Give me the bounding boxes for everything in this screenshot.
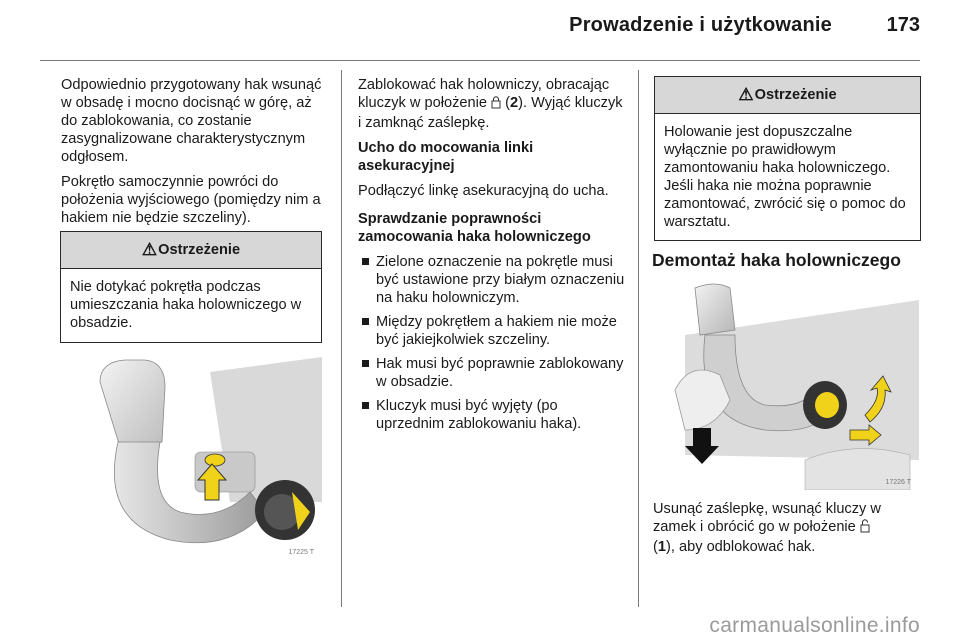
watermark: carmanualsonline.info [709,614,920,637]
section-title-removal: Demontaż haka holowniczego [652,250,901,270]
bullet-square-icon [362,258,369,265]
warning-triangle-icon: ⚠ [141,240,158,259]
paragraph-insert-hook: Odpowiednio przygotowany hak wsunąć w obsadę i mocno docisnąć w górę, aż do zablokowania, co zostanie zasygnalizowane charakterystycznym odgłosem. [61,77,322,165]
figure-tow-hook-install [60,352,322,560]
warning-title: Ostrzeżenie [158,242,241,258]
header-divider [40,60,920,61]
figure-code: 17226 T [885,479,911,486]
warning-triangle-icon: ⚠ [738,85,754,104]
lock-closed-icon [491,95,501,114]
bullet-square-icon [362,318,369,325]
warning-box-knob [60,231,322,343]
column-divider-right [638,70,639,607]
list-item: Kluczyk musi być wyjęty (po uprzednim zablokowaniu haka). [358,397,628,433]
subheading-safety-eye: Ucho do mocowania linki asekuracyjnej [358,140,534,174]
warning-body: Nie dotykać pokrętła podczas umieszczania haka holowniczego w obsadzie. [70,279,302,331]
paragraph-safety-cable: Podłączyć linkę asekuracyjną do ucha. [358,183,609,199]
unlock-instruction-end: , aby odblokować hak. [670,539,816,555]
column-divider-left [341,70,342,607]
lock-instruction-text: Zablokować hak holowniczy, obracając kluczyk w położenie [358,77,610,111]
warning-header [655,77,920,114]
unlock-instruction-text: Usunąć zaślepkę, wsunąć kluczy w zamek i obrócić go w położenie [653,501,881,535]
paragraph-lock-hook: Zablokować hak holowniczy, obracając kluczyk w położenie (2). Wyjąć kluczyk i zamknąć zaślepkę. [358,77,623,131]
check-list [358,253,628,433]
list-item: Między pokrętłem a hakiem nie może być jakiejkolwiek szczeliny. [358,313,628,349]
reference-number: 2 [509,95,519,111]
figure-code: 17225 T [288,549,314,556]
bullet-square-icon [362,360,369,367]
warning-box-towing [654,76,921,241]
page-header-title: Prowadzenie i użytkowanie [569,14,832,36]
column-2 [358,76,628,439]
tow-hook-install-illustration [60,352,322,560]
page-number: 173 [886,14,920,36]
tow-hook-removal-illustration [655,280,919,490]
bullet-square-icon [362,402,369,409]
warning-header [61,232,321,269]
warning-title: Ostrzeżenie [754,87,837,103]
paragraph-unlock-hook: Usunąć zaślepkę, wsunąć kluczy w zamek i obrócić go w położenie (1), aby odblokować hak. [653,501,881,555]
remove-key-text: Wyjąć kluczyk i zamknąć zaślepkę. [358,95,623,131]
column-1 [61,76,329,234]
list-item: Zielone oznaczenie na pokrętle musi być ustawione przy białym oznaczeniu na haku holowniczym. [358,253,628,307]
subheading-check-mounting: Sprawdzanie poprawności zamocowania haka holowniczego [358,211,591,245]
reference-number: 1 [657,539,666,555]
paragraph-knob-return: Pokrętło samoczynnie powróci do położenia wyjściowego (pomiędzy nim a hakiem nie będzie szczeliny). [61,174,321,226]
warning-body: Holowanie jest dopuszczalne wyłącznie po prawidłowym zamontowaniu haka holowniczego. Jeśli haka nie można poprawnie zamontować, zwrócić się o pomoc do warsztatu. [664,124,906,230]
lock-open-icon [860,518,870,538]
list-item: Hak musi być poprawnie zablokowany w obsadzie. [358,355,628,391]
figure-tow-hook-removal [655,280,919,490]
